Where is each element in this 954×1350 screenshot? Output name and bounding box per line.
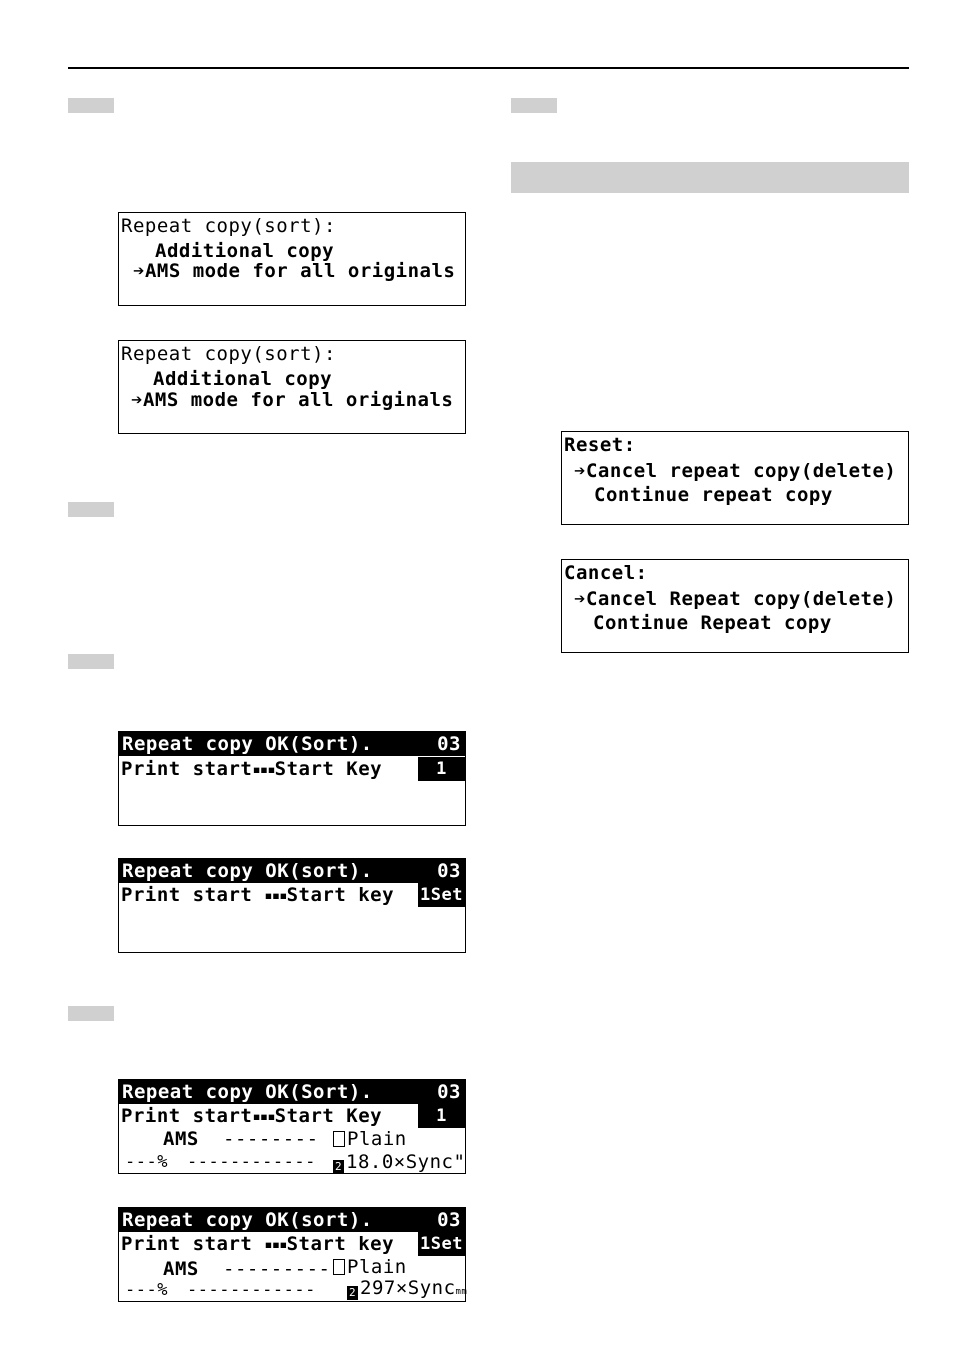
- section-heading-bar: [511, 162, 909, 193]
- print-start-line: [121, 883, 394, 908]
- set-count-badge: 1 Set: [418, 1104, 465, 1128]
- lcd-header-text: Repeat copy OK(sort).: [122, 1209, 373, 1231]
- lcd-title: Cancel:: [564, 562, 648, 584]
- unit-label: mm: [455, 1287, 468, 1297]
- set-count-badge: 1Set: [418, 1232, 465, 1256]
- start-key-label: Start key: [286, 1233, 395, 1255]
- ams-dashes: --------: [223, 1128, 319, 1150]
- lcd-ams-mode-screen-2: [118, 340, 466, 434]
- copy-count: 03: [437, 1081, 461, 1103]
- paper-type-label: Plain: [347, 1256, 407, 1278]
- lcd-header-text: Repeat copy OK(sort).: [122, 860, 373, 882]
- lcd-header: [119, 859, 465, 883]
- step-marker-2: [68, 502, 114, 517]
- ellipsis-icon: ▪▪▪: [252, 762, 275, 778]
- lcd-header-text: Repeat copy OK(Sort).: [122, 1081, 373, 1103]
- option-continue-repeat-copy: Continue Repeat copy: [593, 612, 832, 634]
- print-start-line: [121, 1104, 382, 1129]
- zoom-value: ---%: [125, 1280, 168, 1300]
- arrow-right-icon: ➔: [574, 588, 586, 610]
- lcd-header: [119, 1208, 465, 1232]
- lcd-title: Repeat copy(sort):: [121, 343, 336, 365]
- ams-label: AMS: [163, 1128, 199, 1150]
- print-start-line: [121, 757, 382, 782]
- paper-icon: [333, 1131, 345, 1147]
- option-additional-copy: Additional copy: [155, 240, 335, 262]
- set-count-badge: 1 Set: [418, 757, 465, 781]
- paper-size: [333, 1150, 465, 1174]
- set-count-badge: 1Set: [418, 883, 465, 907]
- selected-option-row: [133, 259, 455, 283]
- print-start-label: Print start: [121, 1105, 253, 1127]
- lcd-repeat-ok-screen-2: [118, 858, 466, 953]
- paper-type-label: Plain: [347, 1128, 407, 1150]
- paper-type: [333, 1127, 407, 1151]
- paper-size-label: 18.0×Sync": [346, 1151, 466, 1173]
- option-cancel-repeat-copy: Cancel Repeat copy(delete): [585, 588, 897, 610]
- option-cancel-repeat-copy: Cancel repeat copy(delete): [585, 460, 897, 482]
- lcd-reset-screen: [561, 431, 909, 525]
- arrow-right-icon: ➔: [131, 389, 143, 411]
- zoom-value: ---%: [125, 1152, 168, 1172]
- lcd-cancel-screen: [561, 559, 909, 653]
- copy-count: 03: [437, 860, 461, 882]
- arrow-right-icon: ➔: [574, 460, 586, 482]
- step-marker-1: [68, 98, 114, 113]
- start-key-label: Start Key: [274, 1105, 383, 1127]
- start-key-label: Start key: [286, 884, 395, 906]
- print-start-label: Print start: [121, 884, 265, 906]
- lcd-title: Repeat copy(sort):: [121, 215, 336, 237]
- paper-icon: [333, 1259, 345, 1275]
- option-additional-copy: Additional copy: [153, 368, 333, 390]
- selected-option-row: [131, 388, 453, 412]
- lcd-header: [119, 732, 465, 756]
- lcd-repeat-ok-screen-1: [118, 731, 466, 826]
- paper-size-label: 297×Sync: [360, 1277, 456, 1299]
- lcd-ams-mode-screen-1: [118, 212, 466, 306]
- size-dashes: ------------: [187, 1280, 316, 1300]
- option-ams-mode: AMS mode for all originals: [144, 260, 456, 282]
- print-start-label: Print start: [121, 1233, 265, 1255]
- lcd-header-text: Repeat copy OK(Sort).: [122, 733, 373, 755]
- copy-count: 03: [437, 733, 461, 755]
- lcd-status-screen-1: [118, 1079, 466, 1174]
- start-key-label: Start Key: [274, 758, 383, 780]
- lcd-header: [119, 1080, 465, 1104]
- paper-size: [347, 1276, 467, 1304]
- step-marker-4: [68, 1006, 114, 1021]
- header-rule: [68, 67, 909, 69]
- selected-option-row: [574, 459, 896, 483]
- ellipsis-icon: ▪▪▪: [252, 1109, 275, 1125]
- copy-count: 03: [437, 1209, 461, 1231]
- size-dashes: ------------: [187, 1152, 316, 1172]
- ellipsis-icon: ▪▪▪: [264, 1237, 287, 1253]
- lcd-status-screen-2: [118, 1207, 466, 1302]
- option-ams-mode: AMS mode for all originals: [142, 389, 454, 411]
- print-start-label: Print start: [121, 758, 253, 780]
- ams-label: AMS: [163, 1258, 199, 1280]
- ams-dashes: ---------: [223, 1258, 331, 1280]
- ellipsis-icon: ▪▪▪: [264, 888, 287, 904]
- arrow-right-icon: ➔: [133, 260, 145, 282]
- option-continue-repeat-copy: Continue repeat copy: [594, 484, 833, 506]
- selected-option-row: [574, 587, 896, 611]
- tray-icon: 2: [334, 1160, 343, 1173]
- print-start-line: [121, 1232, 394, 1257]
- step-marker-3: [68, 654, 114, 669]
- step-marker-5: [511, 98, 557, 113]
- lcd-title: Reset:: [564, 434, 636, 456]
- tray-icon: 2: [348, 1286, 357, 1299]
